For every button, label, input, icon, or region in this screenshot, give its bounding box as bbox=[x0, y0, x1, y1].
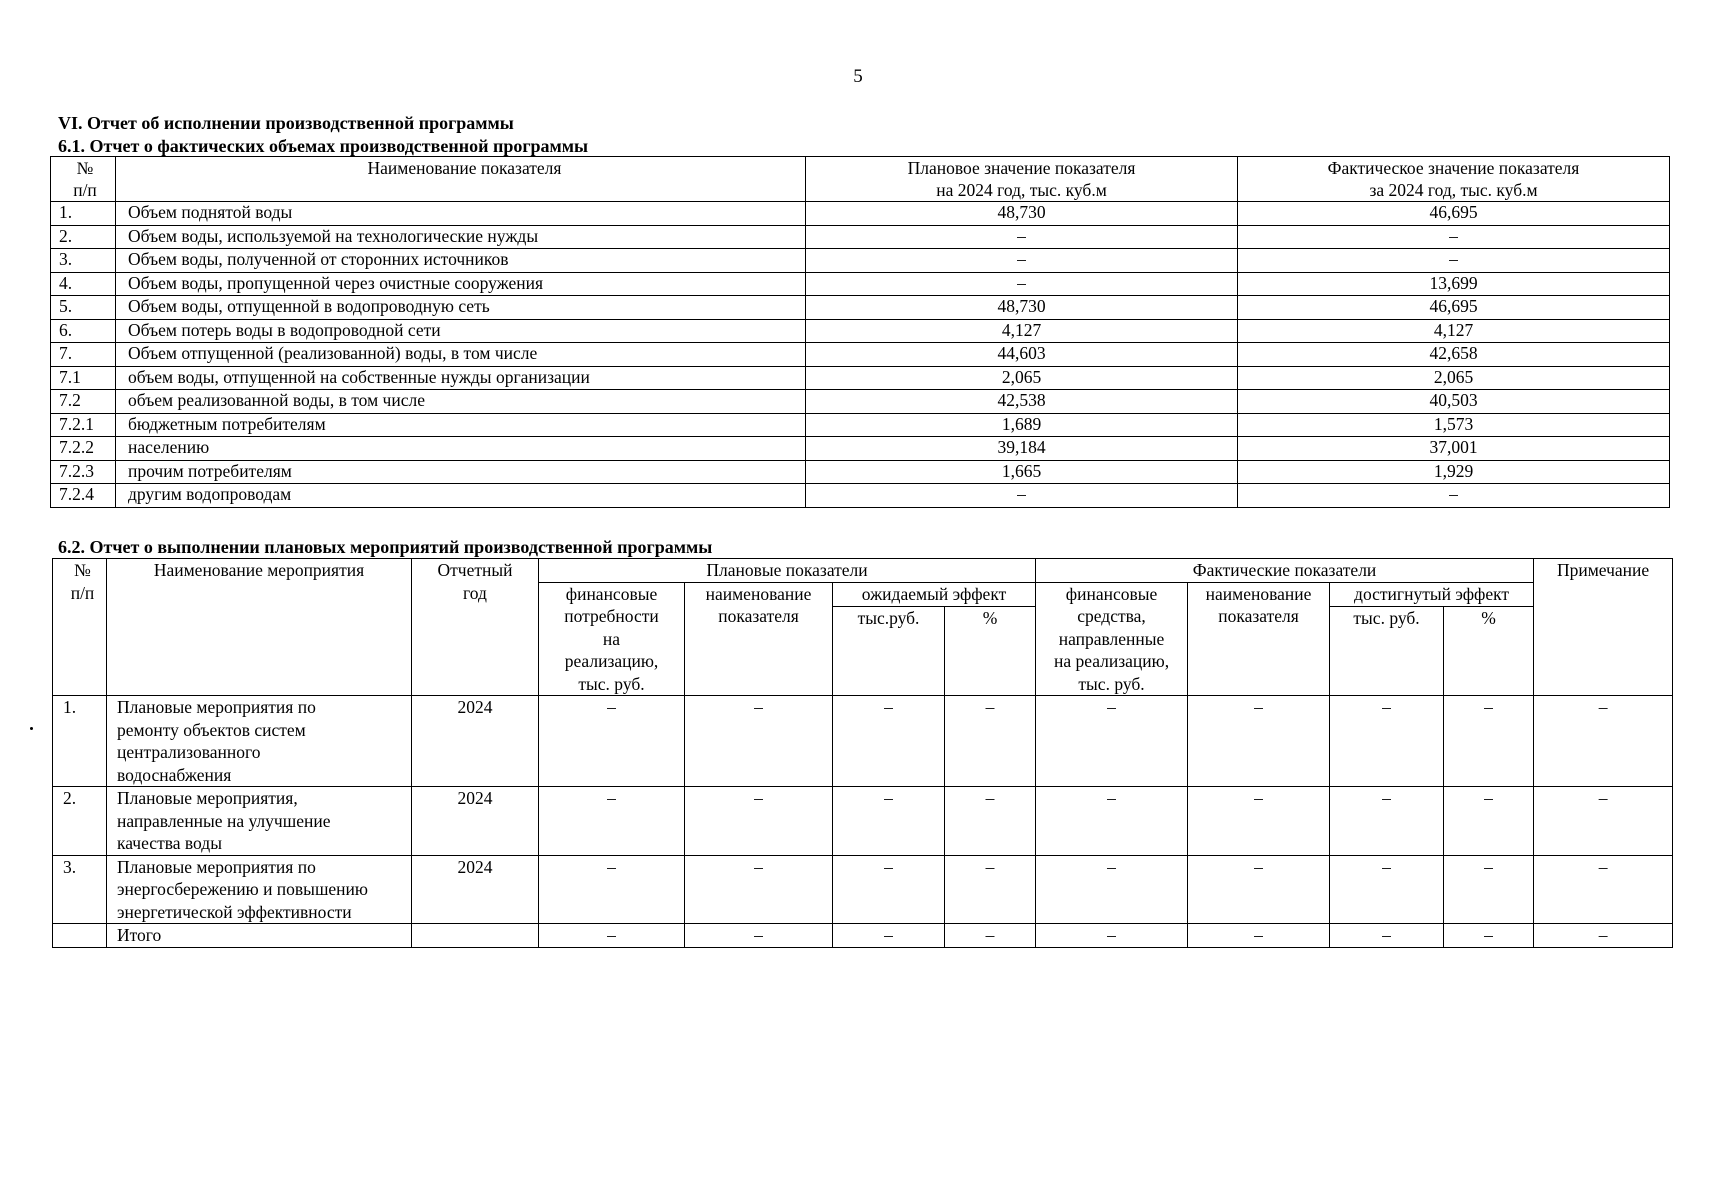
row-fact: 46,695 bbox=[1238, 296, 1670, 320]
row-num: 1. bbox=[51, 202, 116, 226]
header-fact-fin bbox=[1036, 582, 1188, 696]
row-value: – bbox=[685, 855, 833, 924]
table-row bbox=[51, 202, 1670, 226]
row-name: Объем отпущенной (реализованной) воды, в том числе bbox=[116, 343, 806, 367]
row-plan: 48,730 bbox=[806, 202, 1238, 226]
header-num bbox=[53, 559, 107, 696]
total-row bbox=[53, 924, 1673, 948]
row-value: – bbox=[1188, 696, 1330, 787]
row-fact: 46,695 bbox=[1238, 202, 1670, 226]
header-plan-effect-rub: тыс.руб. bbox=[833, 607, 945, 696]
row-value: – bbox=[1534, 696, 1673, 787]
row-num: 6. bbox=[51, 319, 116, 343]
row-year: 2024 bbox=[412, 696, 539, 787]
header-num bbox=[51, 157, 116, 202]
header-year-line: Отчетный bbox=[437, 560, 513, 580]
header-plan-line: Плановое значение показателя bbox=[907, 158, 1136, 178]
row-fact: 1,573 bbox=[1238, 413, 1670, 437]
row-name-line: Плановые мероприятия по bbox=[117, 856, 316, 877]
header-line: на реализацию, bbox=[1053, 651, 1170, 671]
row-fact: – bbox=[1238, 484, 1670, 508]
table-row bbox=[51, 390, 1670, 414]
header-name: Наименование мероприятия bbox=[107, 559, 412, 696]
row-name-line: энергетической эффективности bbox=[117, 901, 352, 922]
header-name: Наименование показателя bbox=[116, 157, 806, 202]
header-line: наименование bbox=[705, 583, 812, 604]
table-row bbox=[51, 366, 1670, 390]
row-fact: 37,001 bbox=[1238, 437, 1670, 461]
row-name: Объем поднятой воды bbox=[116, 202, 806, 226]
page-number: 5 bbox=[853, 66, 863, 87]
row-name: Объем воды, полученной от сторонних источников bbox=[116, 249, 806, 273]
row-name-line: водоснабжения bbox=[117, 764, 232, 785]
row-value: – bbox=[1036, 696, 1188, 787]
scan-dot bbox=[30, 727, 33, 730]
header-line: показателя bbox=[718, 606, 799, 626]
row-name: населению bbox=[116, 437, 806, 461]
header-year bbox=[412, 559, 539, 696]
row-value: – bbox=[1444, 787, 1534, 856]
header-plan-effect: ожидаемый эффект bbox=[833, 582, 1036, 607]
row-plan: – bbox=[806, 272, 1238, 296]
row-name-line: энергосбережению и повышению bbox=[117, 879, 368, 899]
row-fact: 42,658 bbox=[1238, 343, 1670, 367]
total-label: Итого bbox=[107, 924, 412, 948]
row-name: Объем воды, пропущенной через очистные сооружения bbox=[116, 272, 806, 296]
row-num: 7.2.4 bbox=[51, 484, 116, 508]
header-line: реализацию, bbox=[564, 651, 659, 671]
row-value: – bbox=[1534, 787, 1673, 856]
header-num-line: п/п bbox=[73, 180, 97, 200]
row-name-line: направленные на улучшение bbox=[117, 810, 331, 831]
row-name: Объем воды, используемой на технологические нужды bbox=[116, 225, 806, 249]
row-name: объем воды, отпущенной на собственные нужды организации bbox=[116, 366, 806, 390]
header-fact-effect-rub: тыс. руб. bbox=[1330, 607, 1444, 696]
row-plan: 2,065 bbox=[806, 366, 1238, 390]
header-line: тыс. руб. bbox=[1078, 673, 1145, 694]
row-value: – bbox=[945, 855, 1036, 924]
row-name-line: Плановые мероприятия, bbox=[117, 788, 298, 808]
header-planned: Плановые показатели bbox=[539, 559, 1036, 583]
row-value: – bbox=[1330, 696, 1444, 787]
table-row bbox=[51, 437, 1670, 461]
row-plan: 39,184 bbox=[806, 437, 1238, 461]
header-line: финансовые bbox=[565, 583, 658, 604]
total-num bbox=[53, 924, 107, 948]
header-fact bbox=[1238, 157, 1670, 202]
table-row bbox=[51, 272, 1670, 296]
row-fact: – bbox=[1238, 225, 1670, 249]
row-plan: 48,730 bbox=[806, 296, 1238, 320]
row-name-line: ремонту объектов систем bbox=[117, 719, 306, 740]
row-plan: – bbox=[806, 484, 1238, 508]
total-value: – bbox=[945, 924, 1036, 948]
header-fact-effect-pct: % bbox=[1444, 607, 1534, 696]
row-num: 3. bbox=[51, 249, 116, 273]
row-value: – bbox=[945, 787, 1036, 856]
table-row bbox=[53, 787, 1673, 856]
row-value: – bbox=[685, 696, 833, 787]
row-value: – bbox=[1534, 855, 1673, 924]
header-line: финансовые bbox=[1065, 583, 1158, 604]
row-year: 2024 bbox=[412, 855, 539, 924]
total-value: – bbox=[1036, 924, 1188, 948]
table-header-row bbox=[53, 559, 1673, 583]
row-num: 4. bbox=[51, 272, 116, 296]
row-value: – bbox=[1036, 787, 1188, 856]
table1-title: 6.1. Отчет о фактических объемах производственной программы bbox=[58, 136, 589, 156]
row-value: – bbox=[539, 696, 685, 787]
row-value: – bbox=[1444, 696, 1534, 787]
row-name: Объем потерь воды в водопроводной сети bbox=[116, 319, 806, 343]
row-value: – bbox=[539, 787, 685, 856]
row-num: 7.1 bbox=[51, 366, 116, 390]
table-row bbox=[51, 484, 1670, 508]
planned-measures-table bbox=[52, 558, 1673, 948]
total-value: – bbox=[539, 924, 685, 948]
row-fact: 4,127 bbox=[1238, 319, 1670, 343]
row-plan: 4,127 bbox=[806, 319, 1238, 343]
header-line: на bbox=[602, 628, 621, 649]
row-num: 7. bbox=[51, 343, 116, 367]
row-name-line: качества воды bbox=[117, 833, 222, 853]
row-name-line: централизованного bbox=[117, 742, 261, 762]
row-value: – bbox=[539, 855, 685, 924]
row-fact: – bbox=[1238, 249, 1670, 273]
row-num: 3. bbox=[53, 855, 107, 924]
row-num: 7.2.3 bbox=[51, 460, 116, 484]
row-value: – bbox=[833, 855, 945, 924]
header-num-line: № bbox=[76, 158, 94, 178]
row-value: – bbox=[1330, 787, 1444, 856]
header-fact-line: Фактическое значение показателя bbox=[1327, 158, 1580, 178]
table-row bbox=[51, 413, 1670, 437]
total-value: – bbox=[1188, 924, 1330, 948]
total-value: – bbox=[1330, 924, 1444, 948]
row-num: 7.2 bbox=[51, 390, 116, 414]
row-value: – bbox=[833, 696, 945, 787]
section-title: VI. Отчет об исполнении производственной программы bbox=[58, 113, 514, 133]
row-name: другим водопроводам bbox=[116, 484, 806, 508]
row-num: 7.2.1 bbox=[51, 413, 116, 437]
total-value: – bbox=[685, 924, 833, 948]
header-line: направленные bbox=[1058, 628, 1165, 649]
table-header-row bbox=[51, 157, 1670, 202]
header-line: наименование bbox=[1205, 583, 1312, 604]
row-name: Объем воды, отпущенной в водопроводную сеть bbox=[116, 296, 806, 320]
header-line: показателя bbox=[1218, 606, 1299, 626]
header-num-line: п/п bbox=[70, 582, 95, 603]
header-plan bbox=[806, 157, 1238, 202]
total-value: – bbox=[833, 924, 945, 948]
total-value: – bbox=[1444, 924, 1534, 948]
row-year: 2024 bbox=[412, 787, 539, 856]
row-num: 5. bbox=[51, 296, 116, 320]
header-plan-line: на 2024 год, тыс. куб.м bbox=[936, 180, 1107, 200]
production-volumes-table bbox=[50, 156, 1670, 508]
table-row bbox=[51, 296, 1670, 320]
row-name bbox=[107, 696, 412, 787]
row-num: 7.2.2 bbox=[51, 437, 116, 461]
header-plan-effect-pct: % bbox=[945, 607, 1036, 696]
row-value: – bbox=[833, 787, 945, 856]
table-row bbox=[51, 319, 1670, 343]
row-plan: 42,538 bbox=[806, 390, 1238, 414]
row-name bbox=[107, 787, 412, 856]
row-plan: 44,603 bbox=[806, 343, 1238, 367]
row-num: 1. bbox=[53, 696, 107, 787]
table-row bbox=[51, 343, 1670, 367]
header-actual: Фактические показатели bbox=[1036, 559, 1534, 583]
header-line: тыс. руб. bbox=[578, 673, 645, 694]
row-value: – bbox=[1188, 787, 1330, 856]
header-plan-indicator bbox=[685, 582, 833, 696]
header-year-line: год bbox=[463, 582, 487, 603]
row-value: – bbox=[1330, 855, 1444, 924]
row-num: 2. bbox=[51, 225, 116, 249]
row-name: объем реализованной воды, в том числе bbox=[116, 390, 806, 414]
header-fact-effect: достигнутый эффект bbox=[1330, 582, 1534, 607]
row-fact: 1,929 bbox=[1238, 460, 1670, 484]
header-fact-line: за 2024 год, тыс. куб.м bbox=[1369, 180, 1538, 200]
row-fact: 13,699 bbox=[1238, 272, 1670, 296]
header-fact-indicator bbox=[1188, 582, 1330, 696]
row-fact: 2,065 bbox=[1238, 366, 1670, 390]
header-line: средства, bbox=[1077, 606, 1146, 626]
table2-title: 6.2. Отчет о выполнении плановых мероприятий производственной программы bbox=[58, 537, 713, 557]
table-row bbox=[53, 855, 1673, 924]
table-row bbox=[51, 249, 1670, 273]
row-name-line: Плановые мероприятия по bbox=[117, 697, 316, 717]
total-year bbox=[412, 924, 539, 948]
row-value: – bbox=[1036, 855, 1188, 924]
header-plan-fin bbox=[539, 582, 685, 696]
header-note: Примечание bbox=[1534, 559, 1673, 696]
table-row bbox=[51, 225, 1670, 249]
row-name bbox=[107, 855, 412, 924]
row-value: – bbox=[1188, 855, 1330, 924]
row-fact: 40,503 bbox=[1238, 390, 1670, 414]
table-row bbox=[51, 460, 1670, 484]
row-num: 2. bbox=[53, 787, 107, 856]
row-plan: 1,665 bbox=[806, 460, 1238, 484]
header-line: потребности bbox=[564, 606, 659, 626]
row-value: – bbox=[1444, 855, 1534, 924]
table-row bbox=[53, 696, 1673, 787]
header-num-line: № bbox=[74, 560, 91, 580]
row-value: – bbox=[685, 787, 833, 856]
row-name: бюджетным потребителям bbox=[116, 413, 806, 437]
total-value: – bbox=[1534, 924, 1673, 948]
row-name: прочим потребителям bbox=[116, 460, 806, 484]
row-plan: 1,689 bbox=[806, 413, 1238, 437]
row-value: – bbox=[945, 696, 1036, 787]
row-plan: – bbox=[806, 225, 1238, 249]
row-plan: – bbox=[806, 249, 1238, 273]
